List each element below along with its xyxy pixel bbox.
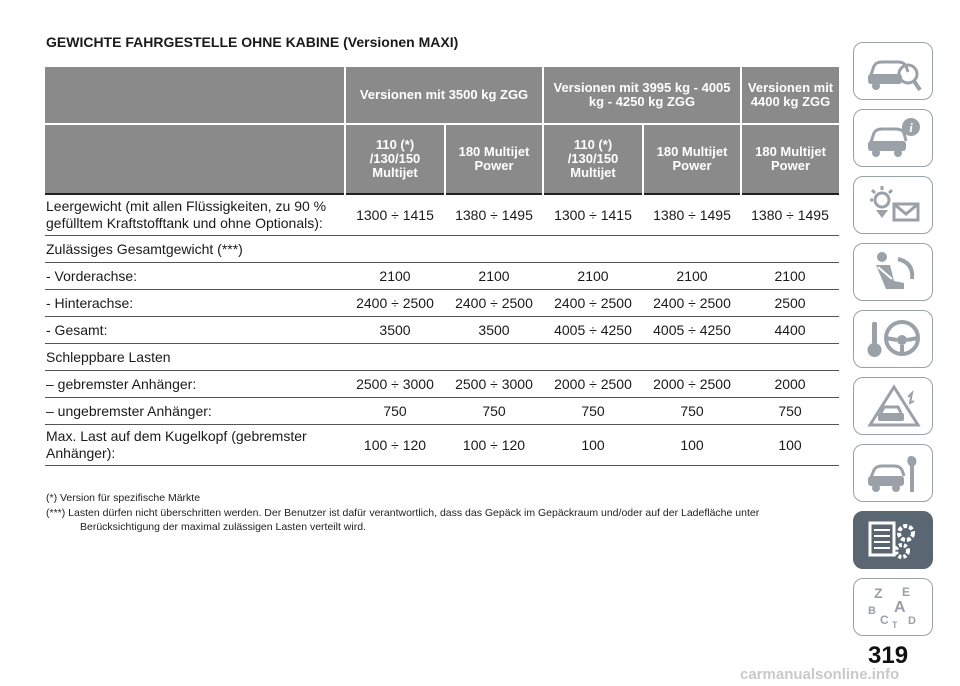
engine-header: 180 Multijet Power <box>741 124 839 194</box>
car-info-icon <box>864 115 922 161</box>
row-label: - Vorderachse: <box>45 263 345 290</box>
tab-warning-lights[interactable] <box>853 176 933 234</box>
chapter-tabs <box>853 42 933 645</box>
tab-car-maintenance[interactable] <box>853 444 933 502</box>
table-row <box>45 236 839 263</box>
svg-text:B: B <box>868 605 876 617</box>
cell-value: 100 ÷ 120 <box>345 425 445 466</box>
svg-text:E: E <box>902 585 911 599</box>
cell-value: 750 <box>643 398 741 425</box>
cell-value: 2100 <box>543 263 643 290</box>
svg-text:D: D <box>908 615 916 627</box>
header-corner <box>45 67 345 124</box>
cell-value: 750 <box>345 398 445 425</box>
tab-seat-safety[interactable] <box>853 243 933 301</box>
cell-value: 750 <box>543 398 643 425</box>
cell-value: 2000 ÷ 2500 <box>543 371 643 398</box>
cell-value: 4400 <box>741 317 839 344</box>
engine-header: 180 Multijet Power <box>445 124 543 194</box>
section-heading: Zulässiges Gesamtgewicht (***) <box>45 236 839 263</box>
car-maintenance-icon <box>864 450 922 496</box>
cell-value: 2500 ÷ 3000 <box>345 371 445 398</box>
group-header-3500: Versionen mit 3500 kg ZGG <box>345 67 543 124</box>
engine-header: 180 Multijet Power <box>643 124 741 194</box>
row-label: – gebremster Anhänger: <box>45 371 345 398</box>
row-label: - Hinterachse: <box>45 290 345 317</box>
cell-value: 2100 <box>445 263 543 290</box>
footnote: (***) Lasten dürfen nicht überschritten werden. Der Benutzer ist dafür verantwortlich, dass das Gepäck im Gepäckraum und/oder auf der Ladefläche unter Berücksichtigung der maximal zulässigen Lasten verteilt wird. <box>46 507 760 533</box>
engine-header: 110 (*) /130/150 Multijet <box>345 124 445 194</box>
cell-value: 4005 ÷ 4250 <box>543 317 643 344</box>
cell-value: 1300 ÷ 1415 <box>543 194 643 236</box>
car-search-icon <box>864 48 922 94</box>
cell-value: 1380 ÷ 1495 <box>643 194 741 236</box>
cell-value: 2500 <box>741 290 839 317</box>
tab-car-info[interactable] <box>853 109 933 167</box>
cell-value: 2500 ÷ 3000 <box>445 371 543 398</box>
cell-value: 100 ÷ 120 <box>445 425 543 466</box>
cell-value: 100 <box>543 425 643 466</box>
svg-text:i: i <box>909 120 913 135</box>
tab-index[interactable] <box>853 578 933 636</box>
cell-value: 750 <box>741 398 839 425</box>
cell-value: 100 <box>643 425 741 466</box>
cell-value: 2000 <box>741 371 839 398</box>
table-row <box>45 263 839 290</box>
tab-technical-data[interactable] <box>853 511 933 569</box>
row-label: - Gesamt: <box>45 317 345 344</box>
car-emergency-icon <box>864 383 922 429</box>
cell-value: 2400 ÷ 2500 <box>445 290 543 317</box>
cell-value: 2100 <box>741 263 839 290</box>
table-row <box>45 425 839 466</box>
cell-value: 2400 ÷ 2500 <box>543 290 643 317</box>
technical-data-icon <box>864 517 922 563</box>
seat-safety-icon <box>864 249 922 295</box>
cell-value: 4005 ÷ 4250 <box>643 317 741 344</box>
cell-value: 2100 <box>345 263 445 290</box>
row-label: Leergewicht (mit allen Flüssigkeiten, zu 90 % gefülltem Kraftstofftank und ohne Optionals): <box>45 194 345 236</box>
tab-steering-wheel-key[interactable] <box>853 310 933 368</box>
table-row <box>45 371 839 398</box>
page-number: 319 <box>868 642 909 669</box>
svg-text:T: T <box>892 620 898 630</box>
header-corner-2 <box>45 124 345 194</box>
svg-text:C: C <box>880 613 889 627</box>
row-label: Max. Last auf dem Kugelkopf (gebremster Anhänger): <box>45 425 345 466</box>
cell-value: 1380 ÷ 1495 <box>741 194 839 236</box>
steering-wheel-key-icon <box>864 316 922 362</box>
svg-text:A: A <box>894 599 906 616</box>
watermark: carmanualsonline.info <box>740 666 900 683</box>
cell-value: 3500 <box>345 317 445 344</box>
section-heading: Schleppbare Lasten <box>45 344 839 371</box>
group-header-4400: Versionen mit 4400 kg ZGG <box>741 67 839 124</box>
table-row <box>45 194 839 236</box>
cell-value: 1380 ÷ 1495 <box>445 194 543 236</box>
cell-value: 2400 ÷ 2500 <box>643 290 741 317</box>
cell-value: 750 <box>445 398 543 425</box>
cell-value: 2000 ÷ 2500 <box>643 371 741 398</box>
group-header-3995-4250: Versionen mit 3995 kg - 4005 kg - 4250 kg ZGG <box>543 67 741 124</box>
index-alphabet-icon <box>864 584 922 630</box>
cell-value: 2400 ÷ 2500 <box>345 290 445 317</box>
cell-value: 3500 <box>445 317 543 344</box>
cell-value: 1300 ÷ 1415 <box>345 194 445 236</box>
cell-value: 2100 <box>643 263 741 290</box>
tab-car-emergency[interactable] <box>853 377 933 435</box>
cell-value: 100 <box>741 425 839 466</box>
table-row <box>45 290 839 317</box>
table-row <box>45 344 839 371</box>
table-row <box>45 398 839 425</box>
footnotes <box>46 491 840 535</box>
table-row <box>45 317 839 344</box>
svg-text:Z: Z <box>874 585 883 601</box>
engine-header: 110 (*) /130/150 Multijet <box>543 124 643 194</box>
weights-table <box>45 67 839 466</box>
tab-car-search[interactable] <box>853 42 933 100</box>
warning-lights-icon <box>864 182 922 228</box>
page-title: GEWICHTE FAHRGESTELLE OHNE KABINE (Versionen MAXI) <box>46 34 459 50</box>
footnote: (*) Version für spezifische Märkte <box>46 492 201 504</box>
row-label: – ungebremster Anhänger: <box>45 398 345 425</box>
